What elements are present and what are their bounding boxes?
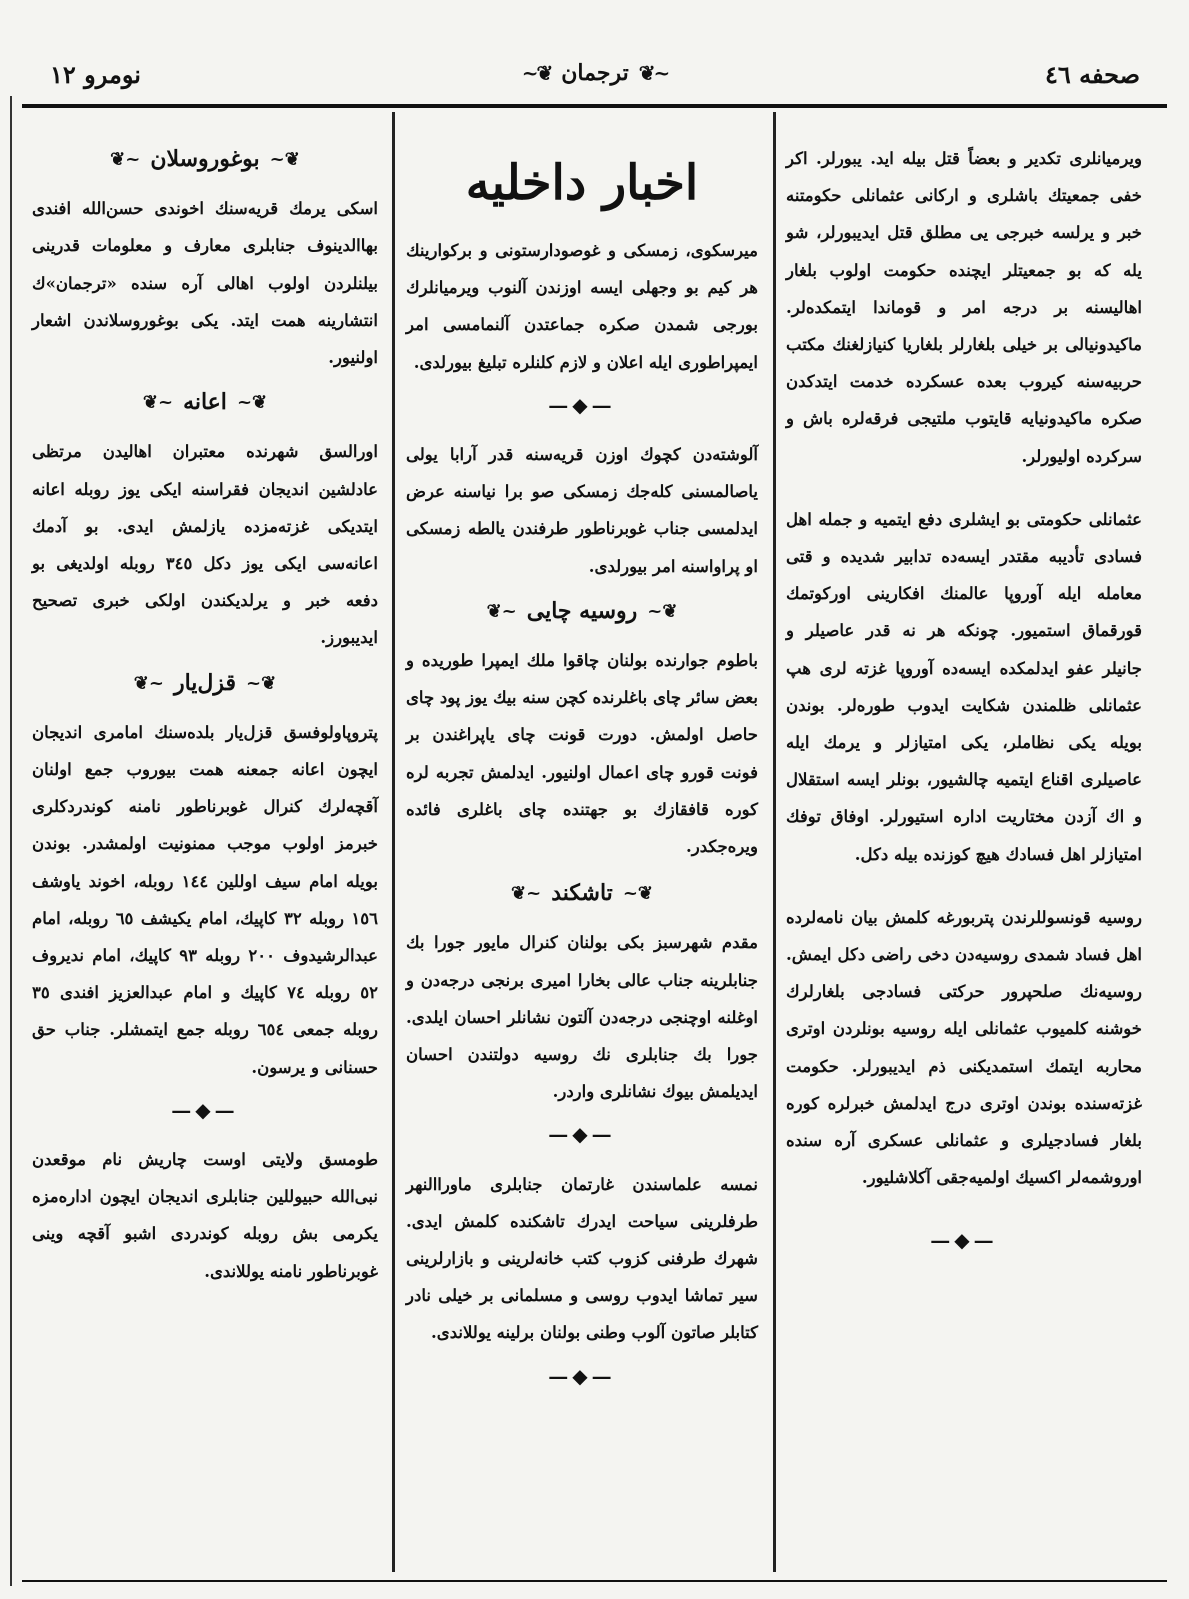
page-header	[40, 58, 1150, 98]
ornament-right-icon: ~❦	[133, 672, 164, 694]
section-divider: —◆—	[548, 392, 616, 417]
column-middle	[398, 140, 768, 1580]
section-divider: —◆—	[548, 1122, 616, 1147]
page-number: صحفه ٤٦	[1044, 60, 1140, 89]
section-title-donation: اعانه	[183, 389, 227, 416]
masthead	[522, 60, 668, 86]
ornament-left-icon: ❦~	[236, 392, 268, 414]
footer-rule	[22, 1580, 1167, 1582]
ornament-right-icon: ~❦	[486, 600, 517, 622]
ornament-left-icon: ❦~	[622, 883, 653, 905]
article-paragraph: باطوم جوارنده بولنان چاقوا ملك ایمپرا طوریده و بعض سائر چای باغلرنده کچن سنه بیك یوز پود چای حاصل اولمش. دورت قونت چای یاپراغندن بر فونت قورو چای اعمال اولنیور. ایدلمش تجربه لره کوره قافقازك بو جهتنده چای باغلری فائده ویره‌جکدر.	[406, 651, 758, 857]
section-title-kyzylyar: قزل‌یار	[173, 669, 237, 696]
article-paragraph: میرسکوی، زمسکی و غوصودارستونی و برکوارینك هر کیم بو وجهلی ایسه اوزندن آلنوب ویرمیانلرك بورجی شمدن صکره جماعتدن آلنمامسی امر ایمپراطوری ایله اعلان و لازم کلنلره تبلیغ بیورلدی.	[406, 241, 758, 372]
ornament-left-icon: ❦~	[246, 672, 277, 694]
column-divider-right	[773, 112, 776, 1572]
ornament-right-icon: ~❦	[110, 149, 141, 170]
paper-name: ترجمان	[561, 60, 629, 86]
section-heading	[32, 665, 378, 702]
article-paragraph: طومسق ولایتی اوست چاریش نام موقعدن نبی‌الله حبیوللین جنابلری اندیجان ایچون اداره‌مزه یکرمی بش روبله کوندردی اشبو آقچه وینی غوبرناطور نامنه یوللاندی.	[32, 1150, 378, 1281]
section-title-russian-tea: روسیه چایی	[526, 597, 638, 624]
section-heading	[32, 384, 378, 421]
column-divider-left	[392, 112, 395, 1572]
section-divider: —◆—	[548, 1363, 616, 1388]
section-title-domestic-news: اخبار داخلیه	[465, 155, 699, 211]
article-paragraph: ویرمیانلری تکدیر و بعضاً قتل بیله اید. یبورلر. اکر خفی جمعیتك باشلری و ارکانی عثمانلی حکومتنه خبر و یرلسه خبرجی یی مطلق قتل ایدیبورلر، شو یله که بو جمعیتلر ایچنده حکومت اولوب بلغار اهالیسنه بر درجه امر و قوماندا ایتمکده‌لر. ماکیدونیالی بر خیلی بلغارلر بلغاریا کنیازلغنك مکتب حربیه‌سنه کیروب بعده عسکرده خدمت ایتدکدن صکره ماکیدونیایه قایتوب ملتیجی فرقه‌لره باش و سرکرده اولیورلر.	[786, 149, 1142, 466]
article-paragraph: اورالسق شهرنده معتبران اهالیدن مرتظی عادلشین اندیجان فقراسنه ایکی یوز روبله اعانه ایتدیکی غزته‌مزده یازلمش ایدی. بو آدمك اعانه‌سی ایکی یوز دکل ٣٤٥ روبله اولدیغی بو دفعه خبر و یرلدیکندن اولکی خبری تصحیح ایدیبورز.	[32, 442, 379, 648]
article-paragraph: پتروپاولوفسق قزل‌یار بلده‌سنك امامری اندیجان ایچون اعانه جمعنه همت بیوروب جمع اولنان آقچه‌لرك کنرال غوبرناطور نامنه کوندردکلری خبرمز اولوب موجب ممنونیت اولمشدر. بوندن بویله امام سیف اوللین ١٤٤ روبله، اخوند یاوشف ١٥٦ روبله ٣٢ کاپیك، امام یکیشف ٦٥ روبله، امام عبدالرشیدوف ٢٠٠ روبله ٩٣ کاپیك، امام ندیروف ٥٢ روبله ٧٤ کاپیك و امام عبدالعزیز افندی ٣٥ روبله جمعی ٦٥٤ روبله جمع ایتمشلر. جناب حق حسنانی و یرسون.	[32, 722, 379, 1077]
ornament-right-icon: ~❦	[142, 392, 174, 414]
section-title-tashkent: تاشکند	[551, 880, 613, 907]
masthead-ornament-left-icon: ~❦	[521, 61, 552, 85]
column-right	[780, 140, 1152, 1580]
issue-number: نومرو ١٢	[50, 60, 141, 89]
section-divider: —◆—	[171, 1097, 239, 1122]
section-heading	[32, 141, 378, 178]
page-edge-line	[10, 96, 12, 1586]
section-heading	[406, 593, 758, 630]
article-paragraph: عثمانلی حکومتی بو ایشلری دفع ایتمیه و جمله اهل فسادی تأدیبه مقتدر ایسه‌ده تدابیر شدیده و قتی معامله ایله آوروپا عالمنك افکارینی اورکوتمك قورقماق استمیور. چونکه هر نه قدر عاصیلر و جانیلر عفو ایدلمکده ایسه‌ده آوروپا غزته لری هپ عثمانلی ظلمندن شکایت ایدوب طوره‌لر. بوندن بویله یکی نظاملر، یکی امتیازلر و یرمك ایله عاصیلری اقناع ایتمیه چالشیور، بونلر ایسه استقلال و اك آزدن مختاریت اداره استیورلر. اوفاق توفك امتیازلر اهل فسادك هیچ کوزنده بیله دکل.	[786, 509, 1142, 864]
article-paragraph: آلوشته‌دن کچوك اوزن قریه‌سنه قدر آرابا یولی یاصالمسنی کله‌جك زمسکی صو برا نیاسنه عرض ایدلمسی جناب غوبرناطور طرفندن یالطه زمسکی او پراواسنه امر بیورلدی.	[406, 445, 758, 576]
section-divider: —◆—	[930, 1228, 998, 1253]
article-paragraph: مقدم شهرسبز بکی بولنان کنرال مایور جورا بك جنابلرینه جناب عالی بخارا امیری برنجی درجه‌دن و اوغلنه اوچنجی درجه‌دن آلتون نشانلر احسان ایلدی. جورا بك جنابلری نك روسیه دولتندن احسان ایدیلمش بیوك نشانلری واردر.	[406, 933, 758, 1102]
article-paragraph: نمسه علماسندن غارتمان جنابلری ماوراالنهر طرفلرینی سیاحت ایدرك تاشکنده کلمش ایدی. شهرك طرفنی کزوب کتب خانه‌لرینی و بازارلرینی سیر تماشا ایدوب روسی و مسلمانی بر خیلی نادر کتابلر صاتون آلوب وطنی بولنان برلینه یوللاندی.	[406, 1174, 758, 1343]
masthead-ornament-right-icon: ❦~	[638, 61, 669, 85]
ornament-right-icon: ~❦	[511, 883, 542, 905]
ornament-left-icon: ❦~	[647, 600, 678, 622]
article-paragraph: روسیه قونسوللرندن پتربورغه کلمش بیان نامه‌لرده اهل فساد شمدی روسیه‌دن دخی راضی دکل ایمش. روسیه‌نك صلحپرور حرکتی فسادجی بلغارلرك خوشنه کلمیوب عثمانلی ایله روسیه بونلردن اوتری محاربه ایتمك استمدیکنی ذم ایدیبورلر. حکومت غزته‌سنده بوندن اوتری درج ایدلمش خبرلره کوره بلغار فسادجیلری و عثمانلی عسکری آره سنده اوروشمه‌لر اکسیك اولمیه‌جقی آکلاشلیور.	[786, 907, 1142, 1188]
header-rule	[22, 104, 1167, 108]
section-title-bugurusulan: بوغوروسلان	[150, 146, 260, 172]
column-left	[24, 135, 388, 1575]
section-heading	[406, 875, 758, 912]
ornament-left-icon: ❦~	[269, 149, 300, 170]
article-paragraph: اسکی یرمك قریه‌سنك اخوندی حسن‌الله افندی بهاالدینوف جنابلری معارف و معلومات قدرینی بیلنلردن اولوب اهالی آره سنده «ترجمان»ك انتشارینه همت ایتد. یکی بوغوروسلاندن اشعار اولنیور.	[32, 199, 378, 368]
